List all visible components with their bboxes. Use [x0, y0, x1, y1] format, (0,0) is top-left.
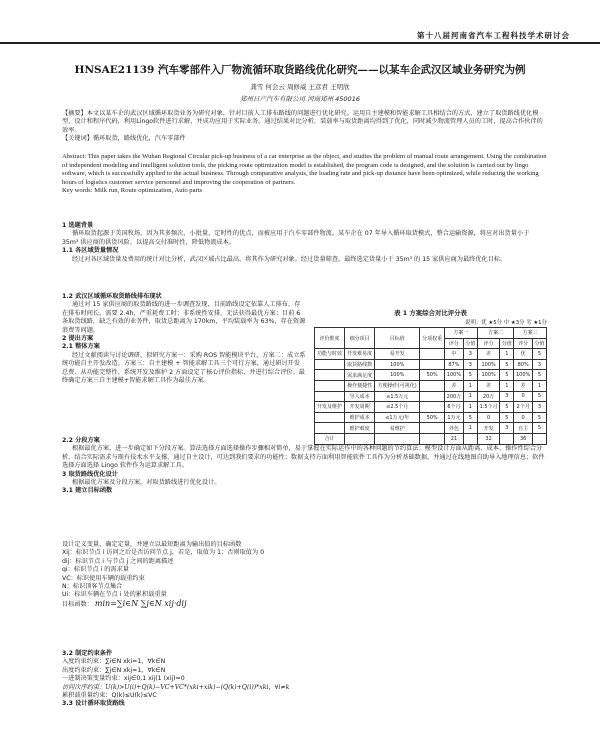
variable-definitions	[62, 541, 547, 609]
section-1-text: 循环取货起源于美国牧场，因为其多频次、小批量、定时性的优点，而被应用于汽车零部件物流。某车企在 07 年导入循环取货模式，整合运输资源，将应对出货量小于 35m³ 供应商的供货风险，以提高交付准时性，降低物流成本。	[62, 230, 530, 246]
table-cell: 1	[500, 349, 514, 360]
journal-header: 第十八届河南省汽车工程科技学术研讨会	[417, 31, 570, 40]
constraint-line: 访问次序约束：U(k)>U(i)+Q(k)−VC+VC*(xki+xik)−(Q(k)+Q(i))*xki，∀i≠k	[62, 683, 290, 691]
table-cell: 0	[477, 412, 500, 423]
definition-line: Ui：标识车辆在节点 i 处的累积载重量	[62, 591, 167, 599]
table-cell: 80%	[514, 359, 533, 370]
abstract-en: Abstract: This paper takes the Wuhan Regional Circular pick-up business of a car enterprise as the object, and studies the problem of manual route arrangement. Using the combination of independent modeling and intelligent solution tools, the picking route optimization model is established, the program code is designed, and the solution is carried out by lingo software, which is successfully applied to the actual business. Through comparative analysis, the loading rate and pick-up distance have been optimized, while reducing the working hours of logistics customer service personnel and improving the cooperation of partners.	[62, 153, 547, 186]
table-cell: 功能与时效	[315, 349, 345, 360]
table-body	[315, 349, 547, 444]
abstract-cn: 【摘要】本文以某车企的武汉区域循环取货业务为研究对象，针对目前人工排布路线的问题进行优化研究。运用自主建模和智能求解工具相结合的方式，建立了取货路线优化模型，设计和程序代码，利用Lingo软件进行求解，并成功应用于实际业务。通过结果对比分析，装载率与取货距离均得到了优化，同时减少物流管理人员的工时，提高合作伙伴的效率。	[62, 110, 543, 134]
table-cell	[420, 380, 445, 391]
table-header-cell: 方案三	[514, 328, 547, 339]
table-cell: 32	[477, 433, 500, 444]
table-header-cell: 目标值	[375, 328, 420, 349]
keywords-cn: 【关键词】循环取货，路线优化，汽车零部件	[62, 135, 186, 143]
table-cell: 5	[500, 402, 514, 413]
table-cell: 开发	[477, 423, 500, 434]
section-3-1-heading: 3.1 建立目标函数	[62, 487, 113, 495]
table-cell: 维护成本	[345, 412, 375, 423]
table-cell: 3	[500, 423, 514, 434]
table-subheader-cell: 分值	[463, 338, 477, 349]
section-3-3-heading: 3.3 设计循环取货路线	[62, 700, 125, 708]
table-cell: 0	[514, 412, 533, 423]
table-cell: 1	[463, 391, 477, 402]
section-3-text: 根据最优方案及分段方案，对取货路线进行优化设计。	[72, 479, 221, 487]
table-cell: 6个月	[445, 402, 464, 413]
table-cell	[420, 359, 445, 370]
table-cell: 3	[500, 391, 514, 402]
section-1-2-heading: 1.2 武汉区域循环取货路线排布现状	[62, 293, 162, 300]
table-cell: 取货路线数	[345, 359, 375, 370]
table-cell: 3	[463, 359, 477, 370]
table-cell: 0	[514, 391, 533, 402]
table-cell: 开发难易度	[345, 349, 375, 360]
table-cell: 100%	[375, 359, 420, 370]
table-cell: ≤2.5个月	[375, 402, 420, 413]
table-cell	[315, 359, 345, 370]
section-3-heading: 3 取货路线优化设计	[62, 470, 118, 478]
section-2-1-text: 经过文献阅读与讨论调研，拟研究方案一：采购 ROS 智能模块平台，方案二：成立系统功能自主开发改造。方案三：自主建模 + 智能求解工具三个可行方案，通过研讨开发总费、从功能完整性、系统开发及维护 2 方面设定了核心评价指标，并进行综合评价。最终确定方案三自主建模+智能求解工具作为最佳方案。	[62, 351, 306, 385]
section-1	[62, 222, 547, 264]
table-cell: 自主	[514, 423, 533, 434]
table-cell: 需求满足度	[345, 370, 375, 381]
constraint-line: 累积载重量约束：Q(k)≤U(k)≤VC	[62, 692, 157, 700]
table-header-cell: 分项权重	[420, 328, 445, 349]
table-cell: 5	[500, 412, 514, 423]
table-header-cell: 细分项目	[345, 328, 375, 349]
table-note: 说明：优 ★5分 中 ★3分 劣 ★1分	[465, 320, 547, 326]
definition-line: Xij：标识节点 i 访问之后是否访问节点 j，若是，取值为 1；否则取值为 0	[62, 549, 265, 557]
table-header-cell: 评价维度	[315, 328, 345, 349]
table-row	[315, 370, 547, 381]
table-cell	[315, 423, 345, 434]
definition-line: N：标识顶客节点集合	[62, 583, 123, 591]
table-cell: 36	[514, 433, 533, 444]
table-cell: ≤1万元/年	[375, 412, 420, 423]
table-cell: 5	[532, 370, 546, 381]
table-cell: 100%	[514, 370, 533, 381]
table-row	[315, 423, 547, 434]
table-cell: 2个月	[514, 402, 533, 413]
table-row	[315, 391, 547, 402]
table-cell: 5	[532, 412, 546, 423]
table-cell: 1	[532, 380, 546, 391]
table-header-cell: 方案一	[445, 328, 478, 339]
table-cell	[315, 391, 345, 402]
keywords-en: Key words: Milk run, Route optimization, Auto parts	[62, 187, 203, 195]
table-cell: 100%	[375, 370, 420, 381]
table-cell: 差	[445, 380, 464, 391]
objective-function	[62, 600, 547, 609]
table-cell: 维护难度	[345, 423, 375, 434]
table-cell: 外包	[445, 423, 464, 434]
table-cell: 开发周期	[345, 402, 375, 413]
table-cell: 5	[532, 349, 546, 360]
table-cell	[420, 402, 445, 413]
section-3-2-heading: 3.2 制定约束条件	[62, 650, 113, 657]
table-cell: 1	[500, 380, 514, 391]
section-1-1-text: 经过对各区域货量及费用的统计对比分析，武汉区域占比最高，将其作为研究对象。经过货量筛查，最终选定货量小于 35m³ 的 15 家供应商为最终优化目标。	[72, 255, 507, 263]
paper-title: HNSAE21139 汽车零部件入厂物流循环取货路线优化研究——以某车企武汉区域业务研究为例	[74, 64, 526, 76]
table-cell: 21	[445, 433, 464, 444]
table-cell: 方便操作(可视化)	[375, 380, 420, 391]
section-1-1-heading: 1.1 各区域货量情况	[62, 247, 119, 255]
table-cell	[420, 349, 445, 360]
running-header	[0, 30, 600, 44]
table-cell: 中	[445, 349, 464, 360]
abstract-cn-block	[62, 110, 547, 144]
comparison-table	[314, 327, 547, 445]
table-cell	[315, 370, 345, 381]
table-row	[315, 402, 547, 413]
table-cell: 开发及维护	[315, 402, 345, 413]
definition-line: qi：标识节点 i 的需求量	[62, 566, 129, 574]
table-cell: ≤1.5万元	[375, 391, 420, 402]
constraint-line: 一进制决策变量约束：xij∈0,1 xij(1 (xij)=0	[62, 675, 185, 683]
table-cell: 1.5个月	[477, 402, 500, 413]
table-cell: 5	[532, 423, 546, 434]
table-cell: 3	[463, 349, 477, 360]
table-cell: 5	[500, 370, 514, 381]
table-cell	[420, 391, 445, 402]
table-cell: 易开发	[375, 349, 420, 360]
constraint-line: 出度约束约束：∑j∈N xkj=1，∀k∈N	[62, 666, 166, 674]
table-subheader-cell: 评分	[514, 338, 533, 349]
table-row	[315, 412, 547, 423]
affiliation: 郑州日产汽车有限公司 河南郑州 450016	[240, 95, 360, 103]
table-cell: 差	[514, 380, 533, 391]
table-cell: 3	[532, 359, 546, 370]
table-header-cell: 方案二	[477, 328, 514, 339]
table-row	[315, 380, 547, 391]
table-cell: 200万	[445, 391, 464, 402]
table-cell: 20万	[477, 391, 500, 402]
table-cell: 50%	[420, 370, 445, 381]
definition-line: dij：标识节点 i 与节点 j 之间的距离描述	[62, 557, 174, 565]
table-cell: 100%	[445, 370, 464, 381]
definition-line: VC：标识使用车辆的载重约束	[62, 574, 145, 582]
section-2-2-heading: 2.2 分段方案	[62, 437, 100, 444]
table-cell: 87%	[445, 359, 464, 370]
table-subheader-cell: 评分	[477, 338, 500, 349]
table-cell	[420, 423, 445, 434]
section-2-2	[62, 437, 547, 496]
table-row	[315, 359, 547, 370]
table-cell: 50%	[420, 412, 445, 423]
table-title: 表 1 方案综合对比评分表	[394, 309, 467, 317]
table-subheader-cell: 评分	[445, 338, 464, 349]
section-1-heading: 1 选题背景	[62, 222, 94, 229]
table-cell: 合计	[315, 433, 345, 444]
table-subheader-cell: 分值	[500, 338, 514, 349]
section-2-2-text: 根据最优方案，进一步确定如下分段方案。算法选择方面选择操作步骤相对简单，易于掌握在实际运作中的各种问题的节约算法；模型设计方面从距离、成本、操作性综合分析，结合实际需求与现有技术水平支撑，通过自主设计，可达到我们要求的功能性；数据支持方面利用智能软件工具作为分析基础数据，并通过在线地图自助导入地理信息；软件选择方面选择 Lingo 软件作为运算求解工具。	[62, 445, 545, 470]
table-cell: 3	[532, 402, 546, 413]
table-cell: 5	[500, 359, 514, 370]
table-cell: 差	[477, 349, 500, 360]
section-1-2-text: 通过对 15 家供应商的取货路线的进一步调查发现，目前路线设定依靠人工排布，存在排布时间长，需要 2.4h，严重耗费工时；非系统性安排，无法获得最优方案；目前 6 条取货线路，缺乏有效的业务件，取货总距离为 170km，平均装载率为 63%，存在资源浪费等问题。	[62, 301, 306, 334]
table-cell: 导入成本	[345, 391, 375, 402]
table-cell: 100%	[477, 359, 500, 370]
authors: 龚雪 何会云 周修威 王彦君 王明欣	[250, 83, 350, 91]
objective-label: 目标函数：	[62, 600, 93, 608]
table-subheader-cell: 分值	[532, 338, 546, 349]
table-cell: 1	[463, 402, 477, 413]
table-cell: 1万元	[445, 412, 464, 423]
table-cell: 差	[477, 380, 500, 391]
table-header-row	[315, 328, 547, 339]
table-cell	[315, 412, 345, 423]
table-cell: 100%	[477, 370, 500, 381]
section-2-1-heading: 2.1 整体方案	[62, 343, 100, 351]
abstract-en-block	[62, 153, 547, 196]
section-2-heading: 2 提出方案	[62, 335, 94, 343]
section-3-2	[62, 650, 547, 709]
definition-line: 设计定义变量，确定定量，并建立以最短距离为输出值的目标函数	[62, 541, 242, 548]
table-cell: 易维护	[375, 423, 420, 434]
left-column	[62, 293, 306, 385]
table-cell: 操作便捷性	[345, 380, 375, 391]
table-cell: 1	[463, 423, 477, 434]
constraint-line: 入度约束约束：∑i∈N xki=1，∀k∈N	[62, 658, 166, 666]
objective-formula: min=∑i∈N ∑j∈N xij·dij	[94, 598, 187, 608]
table-row	[315, 349, 547, 360]
table-cell: 5	[532, 391, 546, 402]
table-cell	[315, 380, 345, 391]
table-cell: 1	[463, 380, 477, 391]
table-cell: 优	[514, 349, 533, 360]
table-cell: 5	[463, 412, 477, 423]
table-cell: 5	[463, 370, 477, 381]
